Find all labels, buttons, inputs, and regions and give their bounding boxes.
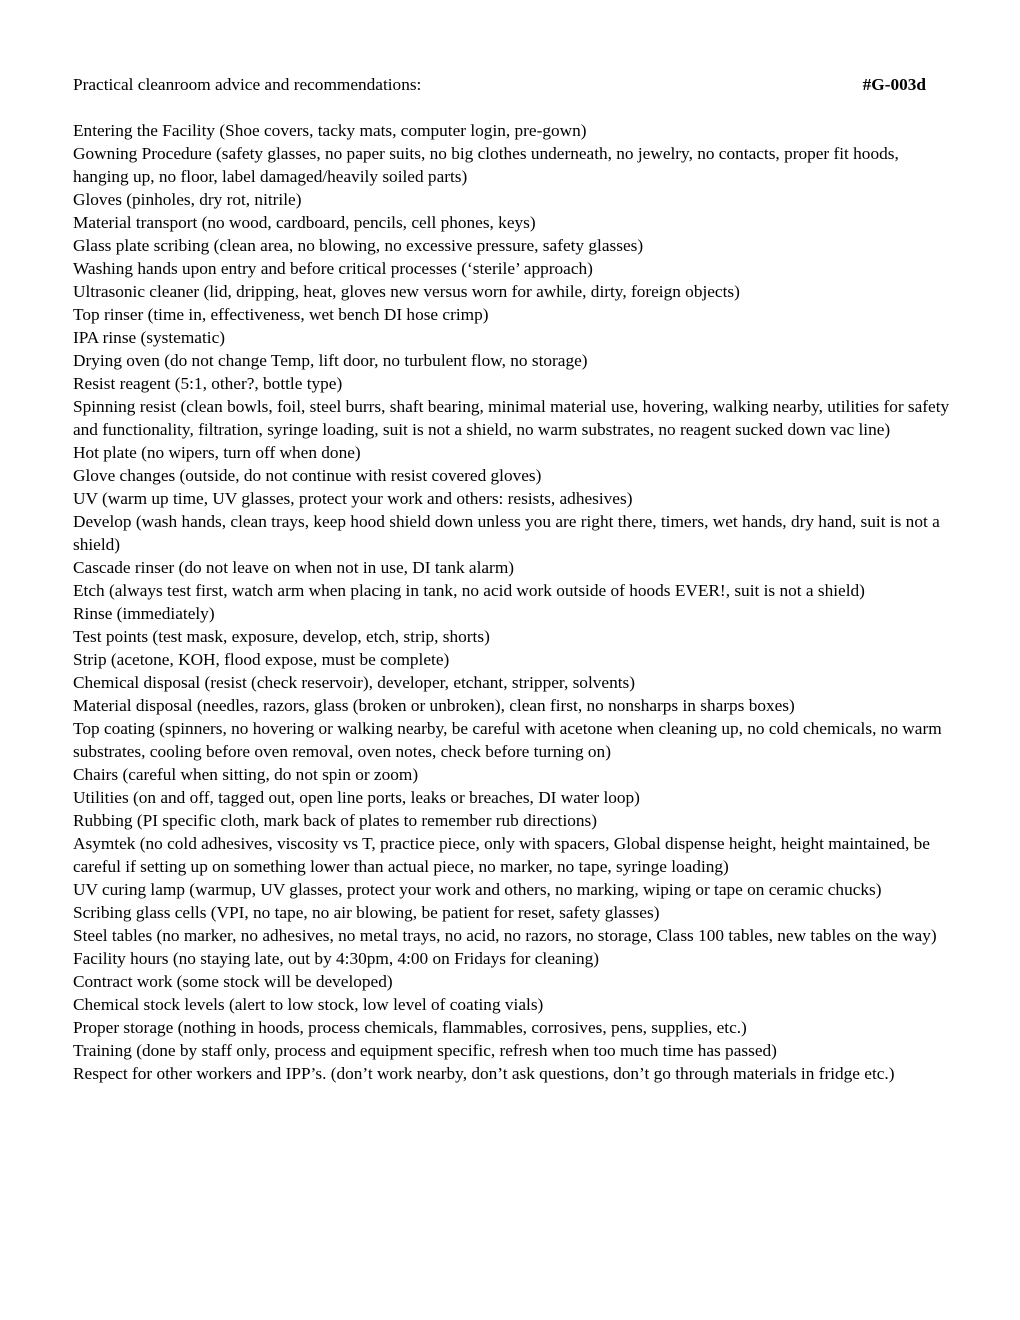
- advice-item: Facility hours (no staying late, out by 4:30pm, 4:00 on Fridays for cleaning): [73, 949, 600, 968]
- advice-item: IPA rinse (systematic): [73, 328, 225, 347]
- advice-item: Material transport (no wood, cardboard, pencils, cell phones, keys): [73, 213, 536, 232]
- header-spacer: [73, 96, 953, 119]
- advice-item: Material disposal (needles, razors, glass (broken or unbroken), clean first, no nonsharps in sharps boxes): [73, 696, 795, 715]
- advice-item: Cascade rinser (do not leave on when not in use, DI tank alarm): [73, 558, 515, 577]
- advice-item: Resist reagent (5:1, other?, bottle type): [73, 374, 343, 393]
- advice-item: Chemical stock levels (alert to low stock, low level of coating vials): [73, 995, 544, 1014]
- advice-item: Contract work (some stock will be developed): [73, 972, 393, 991]
- advice-item: Glass plate scribing (clean area, no blowing, no excessive pressure, safety glasses): [73, 236, 644, 255]
- advice-item: Steel tables (no marker, no adhesives, no metal trays, no acid, no razors, no storage, Class 100 tables, new tables on the way): [73, 926, 937, 945]
- advice-item: Test points (test mask, exposure, develop, etch, strip, shorts): [73, 627, 490, 646]
- advice-item: Rinse (immediately): [73, 604, 215, 623]
- advice-item: UV (warm up time, UV glasses, protect your work and others: resists, adhesives): [73, 489, 633, 508]
- advice-item: Asymtek (no cold adhesives, viscosity vs T, practice piece, only with spacers, Global dispense height, height maintained, be careful if setting up on something lower than actual piece, no marker, no tape, syringe loading): [73, 834, 930, 876]
- advice-item: Top rinser (time in, effectiveness, wet bench DI hose crimp): [73, 305, 489, 324]
- advice-item: Scribing glass cells (VPI, no tape, no air blowing, be patient for reset, safety glasses): [73, 903, 660, 922]
- advice-item: Utilities (on and off, tagged out, open line ports, leaks or breaches, DI water loop): [73, 788, 640, 807]
- advice-item: Respect for other workers and IPP’s. (don’t work nearby, don’t ask questions, don’t go through materials in fridge etc.): [73, 1064, 895, 1083]
- advice-item: Chemical disposal (resist (check reservoir), developer, etchant, stripper, solvents): [73, 673, 635, 692]
- advice-item: Ultrasonic cleaner (lid, dripping, heat, gloves new versus worn for awhile, dirty, foreign objects): [73, 282, 740, 301]
- advice-item: Washing hands upon entry and before critical processes (‘sterile’ approach): [73, 259, 593, 278]
- advice-item: Training (done by staff only, process and equipment specific, refresh when too much time has passed): [73, 1041, 777, 1060]
- document-page: [73, 73, 953, 1085]
- advice-list: [73, 119, 953, 1085]
- advice-item: Entering the Facility (Shoe covers, tacky mats, computer login, pre-gown): [73, 121, 587, 140]
- advice-item: Etch (always test first, watch arm when placing in tank, no acid work outside of hoods EVER!, suit is not a shield): [73, 581, 865, 600]
- advice-item: Glove changes (outside, do not continue with resist covered gloves): [73, 466, 542, 485]
- advice-item: Strip (acetone, KOH, flood expose, must be complete): [73, 650, 450, 669]
- advice-item: Rubbing (PI specific cloth, mark back of plates to remember rub directions): [73, 811, 598, 830]
- advice-item: Top coating (spinners, no hovering or walking nearby, be careful with acetone when cleaning up, no cold chemicals, no warm substrates, cooling before oven removal, oven notes, check before turning on): [73, 719, 942, 761]
- advice-item: Hot plate (no wipers, turn off when done): [73, 443, 361, 462]
- advice-item: Gloves (pinholes, dry rot, nitrile): [73, 190, 302, 209]
- advice-item: Develop (wash hands, clean trays, keep hood shield down unless you are right there, timers, wet hands, dry hand, suit is not a shield): [73, 512, 940, 554]
- document-title: Practical cleanroom advice and recommendations:: [73, 75, 422, 94]
- advice-item: Chairs (careful when sitting, do not spin or zoom): [73, 765, 419, 784]
- advice-item: Proper storage (nothing in hoods, process chemicals, flammables, corrosives, pens, supplies, etc.): [73, 1018, 747, 1037]
- advice-item: Drying oven (do not change Temp, lift door, no turbulent flow, no storage): [73, 351, 588, 370]
- advice-item: UV curing lamp (warmup, UV glasses, protect your work and others, no marking, wiping or tape on ceramic chucks): [73, 880, 882, 899]
- advice-item: Gowning Procedure (safety glasses, no paper suits, no big clothes underneath, no jewelry, no contacts, proper fit hoods, hanging up, no floor, label damaged/heavily soiled parts): [73, 144, 899, 186]
- document-header: [73, 73, 926, 96]
- document-id: #G-003d: [862, 75, 926, 94]
- advice-item: Spinning resist (clean bowls, foil, steel burrs, shaft bearing, minimal material use, hovering, walking nearby, utilities for safety and functionality, filtration, syringe loading, suit is not a shield, no warm substrates, no reagent sucked down vac line): [73, 397, 950, 439]
